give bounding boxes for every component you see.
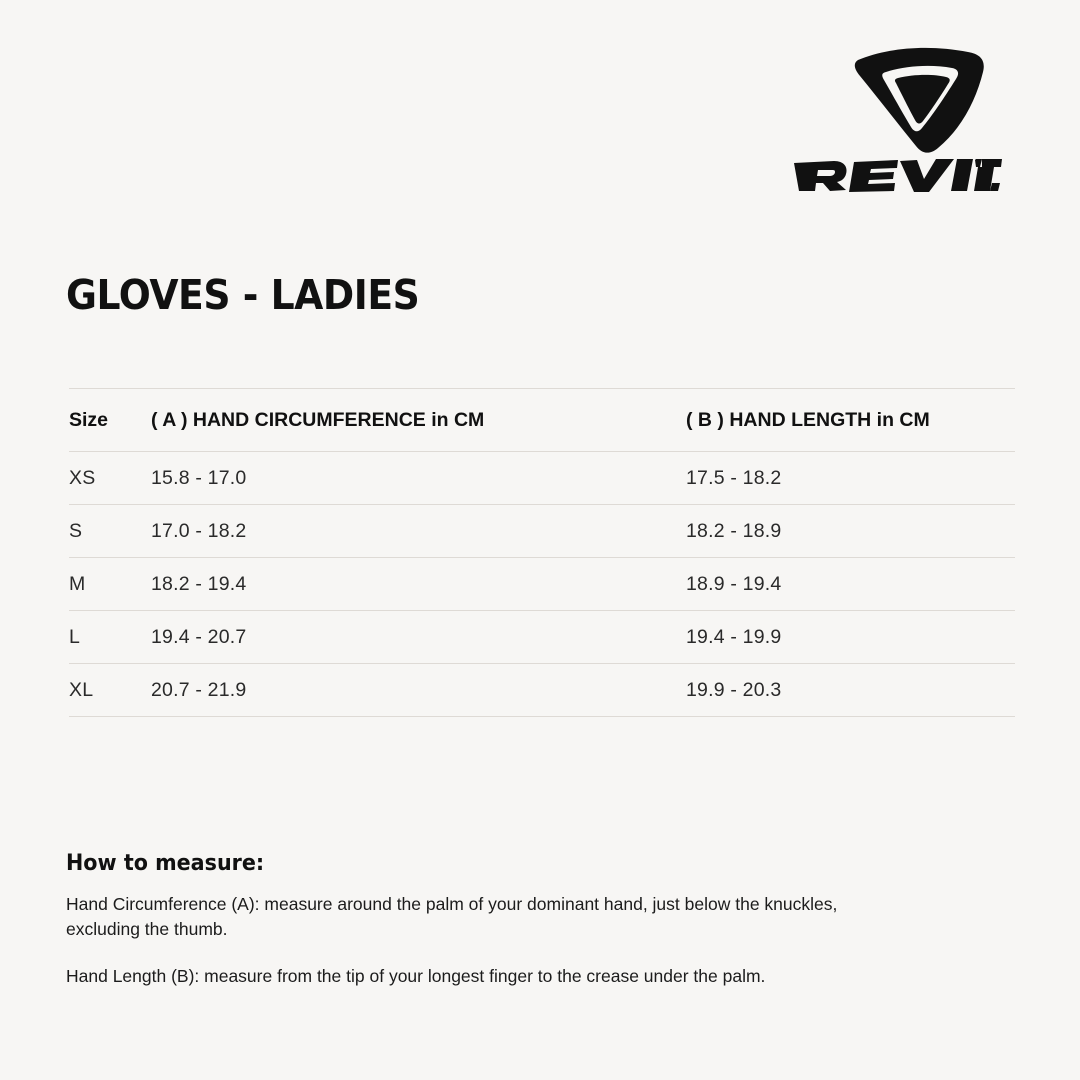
cell-size: S	[69, 505, 151, 558]
cell-length: 19.4 - 19.9	[686, 611, 1015, 664]
how-to-measure-section	[66, 851, 946, 989]
cell-circumference: 19.4 - 20.7	[151, 611, 686, 664]
cell-size: XL	[69, 664, 151, 717]
brand-logo	[782, 46, 1002, 201]
table-row	[69, 452, 1015, 505]
cell-circumference: 18.2 - 19.4	[151, 558, 686, 611]
revit-shield-icon	[852, 46, 988, 154]
how-to-measure-paragraph-circumference: Hand Circumference (A): measure around the palm of your dominant hand, just below the knuckles, excluding the thumb.	[66, 894, 838, 939]
table-row	[69, 505, 1015, 558]
cell-length: 19.9 - 20.3	[686, 664, 1015, 717]
cell-length: 17.5 - 18.2	[686, 452, 1015, 505]
column-header-hand-circumference: ( A ) HAND CIRCUMFERENCE in CM	[151, 389, 686, 452]
cell-circumference: 17.0 - 18.2	[151, 505, 686, 558]
cell-length: 18.2 - 18.9	[686, 505, 1015, 558]
cell-size: M	[69, 558, 151, 611]
size-chart-table	[69, 388, 1015, 717]
table-row	[69, 611, 1015, 664]
cell-size: XS	[69, 452, 151, 505]
table-body	[69, 452, 1015, 717]
table-header-row	[69, 389, 1015, 452]
revit-wordmark-icon	[786, 159, 1002, 193]
cell-circumference: 20.7 - 21.9	[151, 664, 686, 717]
column-header-hand-length: ( B ) HAND LENGTH in CM	[686, 389, 1015, 452]
cell-circumference: 15.8 - 17.0	[151, 452, 686, 505]
column-header-size: Size	[69, 389, 151, 452]
how-to-measure-paragraph-length: Hand Length (B): measure from the tip of your longest finger to the crease under the palm.	[66, 966, 766, 986]
page-title: GLOVES - LADIES	[66, 271, 420, 320]
cell-length: 18.9 - 19.4	[686, 558, 1015, 611]
table-header	[69, 389, 1015, 452]
table-row	[69, 558, 1015, 611]
cell-size: L	[69, 611, 151, 664]
how-to-measure-heading: How to measure:	[66, 851, 265, 876]
table-row	[69, 664, 1015, 717]
